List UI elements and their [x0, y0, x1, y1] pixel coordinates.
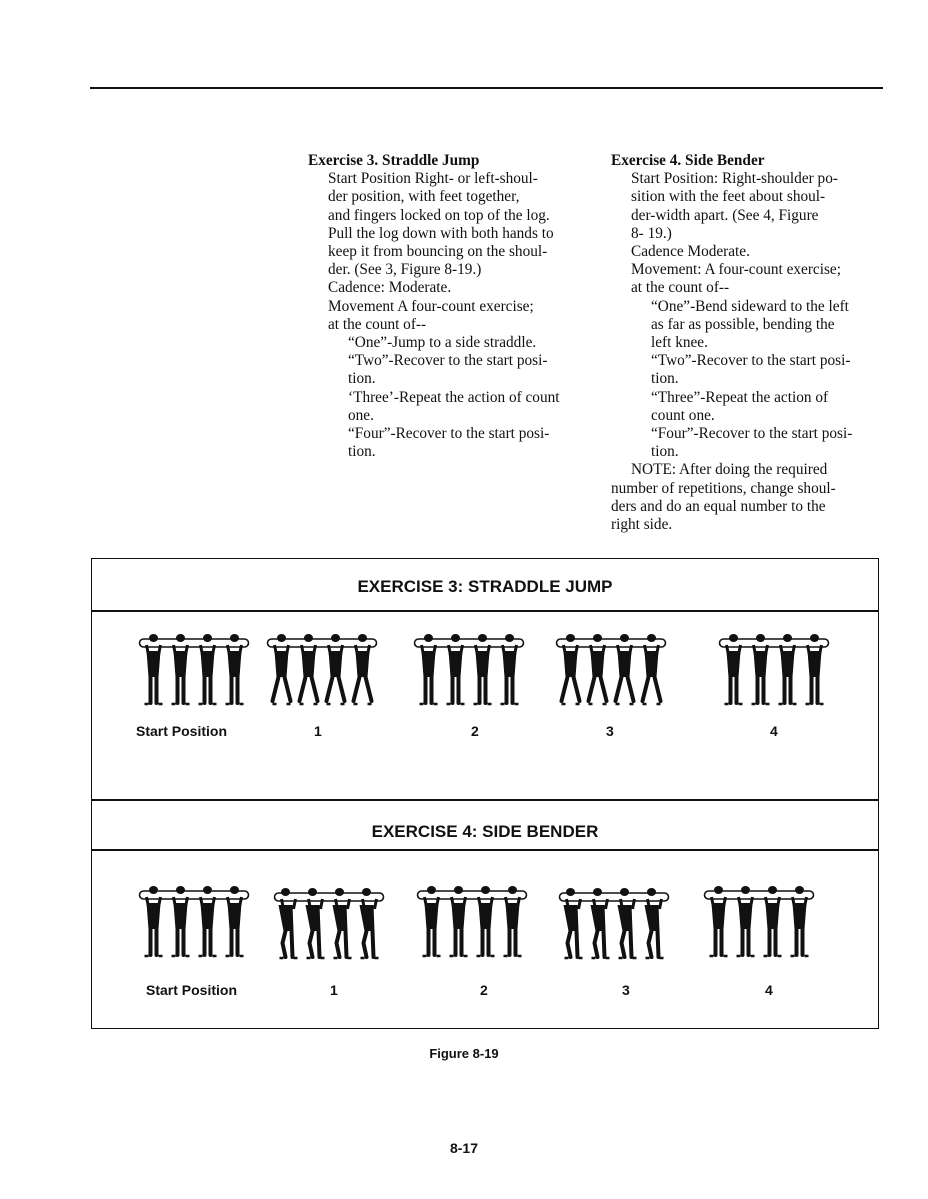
exercise-4-heading: Exercise 4. Side Bender — [611, 152, 765, 169]
exercise-4-column — [611, 152, 880, 534]
side-bender-figure-group — [418, 886, 527, 956]
side-bender-figure-group — [560, 888, 669, 958]
text-line: right side. — [611, 516, 673, 534]
page-number: 8-17 — [449, 1140, 479, 1156]
text-line: left knee. — [651, 334, 708, 352]
text-line: count one. — [651, 406, 715, 424]
text-line: Pull the log down with both hands to — [328, 224, 554, 242]
panel1-label-3: 3 — [606, 723, 614, 739]
panel2-label-1: 1 — [330, 982, 338, 998]
straddle-figure-group — [557, 634, 666, 704]
text-line: “One”-Bend sideward to the left — [651, 297, 849, 315]
straddle-figure-group — [415, 634, 524, 704]
figure-caption: Figure 8-19 — [429, 1046, 499, 1061]
text-line: 8- 19.) — [631, 224, 672, 242]
panel2-label-2: 2 — [480, 982, 488, 998]
panel-divider — [92, 799, 878, 801]
side-bender-illustrations — [92, 881, 878, 971]
text-line: and fingers locked on top of the log. — [328, 206, 550, 224]
text-line: “Three”-Repeat the action of — [651, 388, 829, 406]
straddle-figure-group — [268, 634, 377, 704]
text-line: “Two”-Recover to the start posi- — [651, 352, 851, 370]
text-line: sition with the feet about shoul- — [631, 188, 826, 206]
text-line: as far as possible, bending the — [651, 315, 835, 333]
text-line: Movement: A four-count exercise; — [631, 261, 841, 279]
text-line: NOTE: After doing the required — [631, 461, 828, 479]
exercise-3-column — [308, 152, 581, 461]
text-line: Start Position Right- or left-shoul- — [328, 170, 538, 188]
exercise-3-heading: Exercise 3. Straddle Jump — [308, 152, 480, 169]
text-line: ‘Three’-Repeat the action of count — [348, 388, 560, 406]
panel1-title-divider — [92, 610, 878, 612]
panel1-label-4: 4 — [770, 723, 778, 739]
straddle-jump-illustrations — [92, 629, 878, 719]
panel1-label-2: 2 — [471, 723, 479, 739]
side-bender-figure-group — [275, 888, 384, 958]
text-line: Movement A four-count exercise; — [328, 297, 534, 315]
panel1-title: EXERCISE 3: STRADDLE JUMP — [357, 577, 613, 596]
text-line: “Two”-Recover to the start posi- — [348, 352, 548, 370]
text-line: tion. — [651, 370, 679, 388]
text-line: Cadence Moderate. — [631, 243, 750, 261]
panel2-title-divider — [92, 849, 878, 851]
text-line: tion. — [348, 370, 376, 388]
panel2-label-3: 3 — [622, 982, 630, 998]
text-line: one. — [348, 406, 374, 424]
text-line: der. (See 3, Figure 8-19.) — [328, 261, 482, 279]
text-line: at the count of-- — [631, 279, 730, 297]
panel2-label-4: 4 — [765, 982, 773, 998]
text-line: Start Position: Right-shoulder po- — [631, 170, 838, 188]
straddle-figure-group — [140, 634, 249, 704]
text-line: “Four”-Recover to the start posi- — [348, 425, 550, 443]
panel2-label-start: Start Position — [146, 982, 238, 998]
text-line: der-width apart. (See 4, Figure — [631, 206, 819, 224]
text-line: Cadence: Moderate. — [328, 279, 452, 297]
text-line: “Four”-Recover to the start posi- — [651, 425, 853, 443]
side-bender-figure-group — [140, 886, 249, 956]
text-line: tion. — [348, 443, 376, 461]
panel1-label-1: 1 — [314, 723, 322, 739]
top-rule — [90, 87, 883, 89]
figure-8-19 — [91, 558, 879, 1029]
text-line: der position, with feet together, — [328, 188, 520, 206]
text-line: keep it from bouncing on the shoul- — [328, 243, 548, 261]
straddle-figure-group — [720, 634, 829, 704]
panel2-title: EXERCISE 4: SIDE BENDER — [371, 822, 599, 841]
text-line: number of repetitions, change shoul- — [611, 479, 836, 497]
panel1-label-start: Start Position — [136, 723, 228, 739]
text-line: tion. — [651, 443, 679, 461]
text-line: “One”-Jump to a side straddle. — [348, 334, 537, 352]
side-bender-figure-group — [705, 886, 814, 956]
text-line: at the count of-- — [328, 315, 427, 333]
text-line: ders and do an equal number to the — [611, 497, 826, 515]
